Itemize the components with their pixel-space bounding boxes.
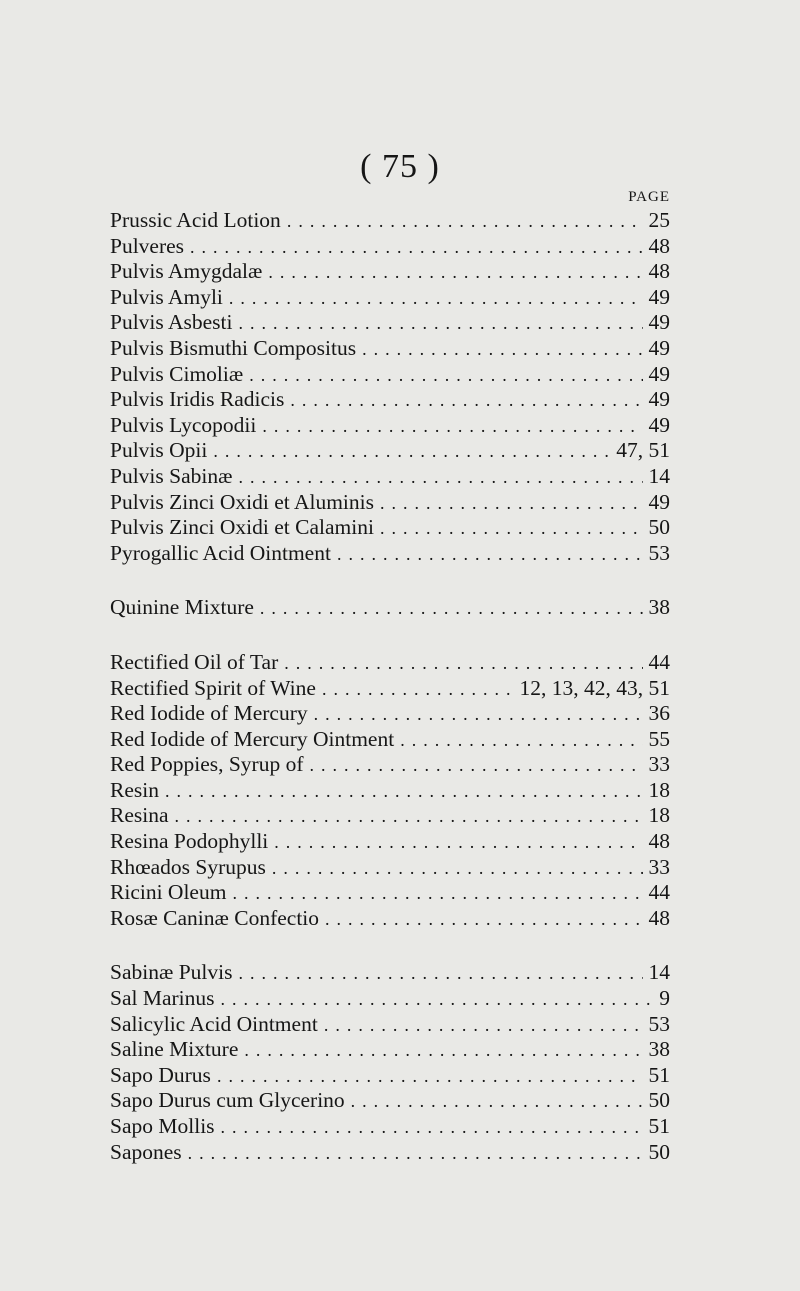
index-entry-term: Pulvis Bismuthi Compositus <box>110 335 357 360</box>
index-entry-term: Rectified Oil of Tar <box>110 649 279 674</box>
index-entry <box>110 259 670 285</box>
leader-dots <box>221 987 654 1013</box>
index-entry-term: Salicylic Acid Ointment <box>110 1011 318 1036</box>
leader-dots <box>362 337 642 363</box>
index-entry-pages: 49 <box>648 335 670 360</box>
index-entry-pages: 49 <box>648 310 670 335</box>
index-entry <box>110 595 670 621</box>
index-entry-pages: 49 <box>648 387 670 412</box>
index-entry-pages: 49 <box>648 412 670 437</box>
index-section-s <box>110 960 670 1165</box>
index-entry-pages: 38 <box>648 595 670 620</box>
index-entry-pages: 48 <box>648 259 670 284</box>
index-entry-term: Rhœados Syrupus <box>110 854 266 879</box>
index-entry <box>110 515 670 541</box>
index-entry <box>110 829 670 855</box>
index-entry-term: Pulvis Iridis Radicis <box>110 387 285 412</box>
index-entry-term: Pulvis Asbesti <box>110 310 233 335</box>
index-entry <box>110 855 670 881</box>
leader-dots <box>380 516 643 542</box>
index-entry <box>110 880 670 906</box>
index-entry-term: Sapo Mollis <box>110 1114 215 1138</box>
index-entry-pages: 14 <box>648 463 670 488</box>
index-entry-term: Quinine Mixture <box>110 595 254 620</box>
index-entry <box>110 490 670 516</box>
index-entry-pages: 36 <box>648 701 670 726</box>
index-entry <box>110 387 670 413</box>
index-entry <box>110 803 670 829</box>
index-entry-pages: 48 <box>648 905 670 930</box>
index-entry-pages: 48 <box>648 829 670 854</box>
index-entry-pages: 47, 51 <box>616 438 670 463</box>
leader-dots <box>238 465 642 491</box>
index-entry-pages: 12, 13, 42, 43, 51 <box>519 675 670 700</box>
index-entry-term: Red Poppies, Syrup of <box>110 752 304 777</box>
leader-dots <box>287 209 643 235</box>
leader-dots <box>262 414 642 440</box>
leader-dots <box>244 1038 642 1064</box>
index-entry-term: Sapo Durus <box>110 1062 211 1087</box>
index-entry-pages: 49 <box>648 284 670 309</box>
leader-dots <box>324 1013 643 1039</box>
leader-dots <box>337 542 643 568</box>
index-entry-pages: 49 <box>648 489 670 514</box>
index-entry <box>110 438 670 464</box>
index-entry <box>110 234 670 260</box>
leader-dots <box>380 491 643 517</box>
leader-dots <box>314 702 643 728</box>
index-entry-term: Resin <box>110 777 159 802</box>
index-entry <box>110 208 670 234</box>
index-entry-term: Pulvis Amyli <box>110 284 223 309</box>
index-entry-term: Sapones <box>110 1139 182 1164</box>
leader-dots <box>274 830 642 856</box>
leader-dots <box>310 753 643 779</box>
index-entry-term: Prussic Acid Lotion <box>110 208 281 232</box>
index-entry-term: Pulvis Lycopodii <box>110 412 257 437</box>
index-section-q <box>110 595 670 621</box>
index-entry-pages: 44 <box>648 880 670 905</box>
leader-dots <box>400 728 642 754</box>
leader-dots <box>351 1089 643 1115</box>
index-entry <box>110 727 670 753</box>
index-entry-pages: 55 <box>648 726 670 751</box>
index-entry <box>110 1012 670 1038</box>
index-entry <box>110 1140 670 1166</box>
leader-dots <box>238 961 642 987</box>
index-entry <box>110 906 670 932</box>
index-entry-pages: 14 <box>648 960 670 985</box>
leader-dots <box>190 235 642 261</box>
leader-dots <box>217 1064 643 1090</box>
index-entry-term: Pulvis Opii <box>110 438 208 463</box>
index-entry-term: Red Iodide of Mercury <box>110 701 308 726</box>
leader-dots <box>284 651 642 677</box>
index-entry-term: Saline Mixture <box>110 1037 239 1062</box>
index-entry <box>110 778 670 804</box>
leader-dots <box>322 677 514 703</box>
index-entry-pages: 51 <box>648 1062 670 1087</box>
index-entry-term: Resina <box>110 803 169 828</box>
index-entry <box>110 413 670 439</box>
index-entry <box>110 362 670 388</box>
index-entry <box>110 1114 670 1140</box>
page-number: ( 75 ) <box>360 148 440 185</box>
index-entry-pages: 38 <box>648 1037 670 1062</box>
index-entry <box>110 1063 670 1089</box>
leader-dots <box>290 388 642 414</box>
index-entry-pages: 50 <box>648 1139 670 1164</box>
leader-dots <box>260 596 643 622</box>
index-entry-pages: 44 <box>648 649 670 674</box>
leader-dots <box>272 856 643 882</box>
index-sections <box>110 208 670 1165</box>
index-entry-term: Rectified Spirit of Wine <box>110 675 316 700</box>
index-section-p <box>110 208 670 566</box>
leader-dots <box>165 779 643 805</box>
leader-dots <box>232 881 642 907</box>
index-entry-pages: 33 <box>648 752 670 777</box>
index-entry-pages: 18 <box>648 777 670 802</box>
index-entry-term: Red Iodide of Mercury Ointment <box>110 726 395 751</box>
index-entry <box>110 1088 670 1114</box>
leader-dots <box>188 1141 643 1167</box>
leader-dots <box>249 363 642 389</box>
index-entry-pages: 51 <box>648 1114 670 1138</box>
index-entry-term: Pulvis Zinci Oxidi et Aluminis <box>110 489 374 514</box>
index-entry-term: Sapo Durus cum Glycerino <box>110 1088 345 1113</box>
index-entry-term: Ricini Oleum <box>110 880 227 905</box>
index-entry-pages: 50 <box>648 515 670 540</box>
index-list <box>110 186 670 1165</box>
index-entry <box>110 310 670 336</box>
index-entry-pages: 9 <box>659 986 670 1011</box>
leader-dots <box>175 804 643 830</box>
leader-dots <box>268 260 642 286</box>
index-entry-pages: 53 <box>648 1011 670 1036</box>
index-entry <box>110 986 670 1012</box>
index-entry-pages: 48 <box>648 233 670 258</box>
index-entry <box>110 1037 670 1063</box>
index-entry-pages: 50 <box>648 1088 670 1113</box>
index-entry-term: Pulvis Cimoliæ <box>110 361 244 386</box>
index-entry <box>110 285 670 311</box>
index-entry <box>110 701 670 727</box>
leader-dots <box>325 907 642 933</box>
index-entry <box>110 676 670 702</box>
index-entry <box>110 541 670 567</box>
index-entry <box>110 960 670 986</box>
leader-dots <box>229 286 643 312</box>
page-column-header: PAGE <box>628 189 670 205</box>
index-entry-term: Pulveres <box>110 233 185 258</box>
index-entry-pages: 18 <box>648 803 670 828</box>
index-entry-term: Resina Podophylli <box>110 829 269 854</box>
index-entry-pages: 25 <box>648 208 670 232</box>
index-entry-term: Pyrogallic Acid Ointment <box>110 540 331 565</box>
index-entry <box>110 650 670 676</box>
index-entry-term: Sal Marinus <box>110 986 215 1011</box>
leader-dots <box>221 1115 643 1141</box>
index-entry-term: Rosæ Caninæ Confectio <box>110 905 320 930</box>
index-entry <box>110 464 670 490</box>
index-entry-term: Pulvis Amygdalæ <box>110 259 263 284</box>
index-section-r <box>110 650 670 932</box>
leader-dots <box>238 311 642 337</box>
index-entry-pages: 49 <box>648 361 670 386</box>
index-entry-term: Pulvis Sabinæ <box>110 463 233 488</box>
index-entry-pages: 53 <box>648 540 670 565</box>
index-entry <box>110 336 670 362</box>
index-entry-pages: 33 <box>648 854 670 879</box>
index-entry-term: Sabinæ Pulvis <box>110 960 233 985</box>
leader-dots <box>213 439 610 465</box>
index-entry <box>110 752 670 778</box>
index-entry-term: Pulvis Zinci Oxidi et Calamini <box>110 515 374 540</box>
